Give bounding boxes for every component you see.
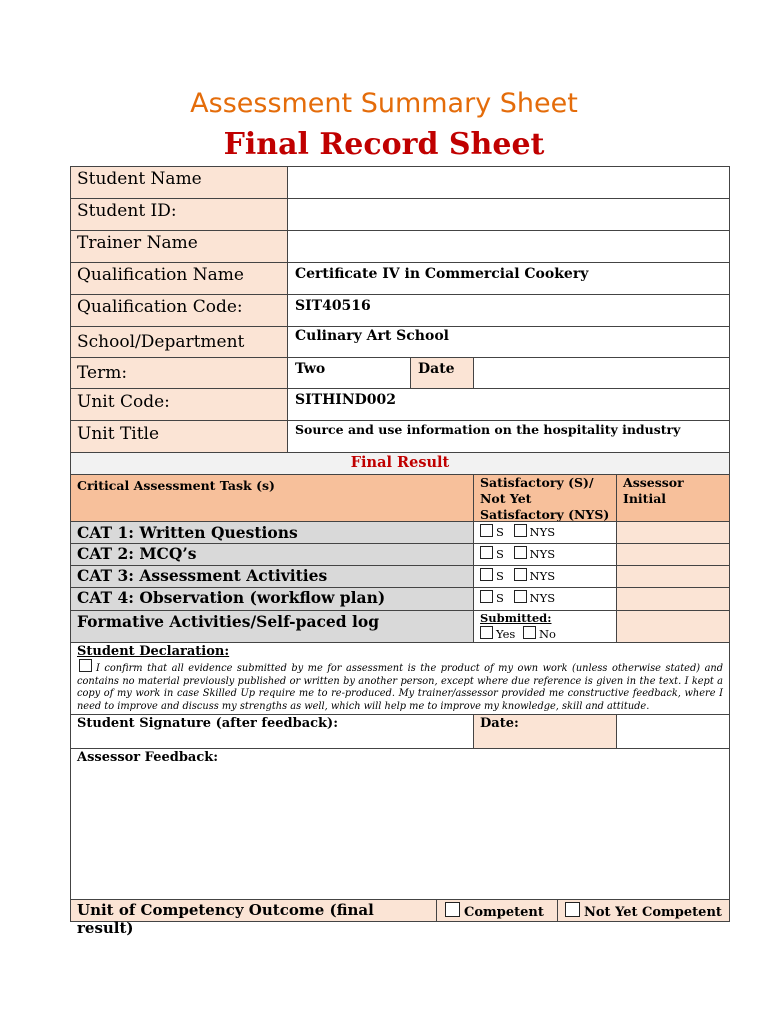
option-no-label: No: [538, 627, 556, 641]
field-value-student-name[interactable]: [287, 166, 730, 199]
task-row-label: CAT 4: Observation (workflow plan): [70, 587, 474, 611]
outcome-label: Unit of Competency Outcome (final result): [70, 899, 437, 922]
outcome-not-yet-competent: [557, 899, 730, 922]
final-result-heading: Final Result: [70, 452, 730, 475]
task-row-label: CAT 3: Assessment Activities: [70, 565, 474, 588]
field-value-trainer-name[interactable]: [287, 230, 730, 263]
option-s-label: S: [496, 547, 504, 561]
submitted-cell: [473, 610, 617, 643]
not-yet-competent-label: Not Yet Competent: [584, 905, 722, 920]
field-label-qualification-name: Qualification Name: [70, 262, 288, 295]
declaration-checkbox[interactable]: [79, 659, 92, 672]
student-signature-label[interactable]: Student Signature (after feedback):: [70, 714, 474, 749]
field-label-qualification-code: Qualification Code:: [70, 294, 288, 327]
option-yes-label: Yes: [496, 627, 516, 641]
field-value-qualification-code: SIT40516: [287, 294, 730, 327]
task-row-status: [473, 565, 617, 588]
task-row-status: [473, 521, 617, 544]
field-label-school-department: School/Department: [70, 326, 288, 358]
column-header-task: Critical Assessment Task (s): [70, 474, 474, 522]
field-label-trainer-name: Trainer Name: [70, 230, 288, 263]
field-label-date: Date: [410, 357, 474, 389]
assessor-feedback-box[interactable]: Assessor Feedback:: [70, 748, 730, 900]
document-subtitle: Final Record Sheet: [223, 127, 545, 162]
formative-activities-label: Formative Activities/Self-paced log: [70, 610, 474, 643]
submitted-label: Submitted:: [480, 611, 552, 625]
field-label-unit-code: Unit Code:: [70, 388, 288, 421]
assessor-initial-cell[interactable]: [616, 587, 730, 611]
document-title: Assessment Summary Sheet: [190, 88, 578, 119]
assessor-initial-cell[interactable]: [616, 521, 730, 544]
assessor-initial-cell[interactable]: [616, 565, 730, 588]
option-s-label: S: [496, 525, 504, 539]
checkbox-competent[interactable]: [445, 902, 460, 917]
option-s-label: S: [496, 569, 504, 583]
competent-label: Competent: [464, 905, 544, 920]
checkbox-not-yet-competent[interactable]: [565, 902, 580, 917]
signature-date-value[interactable]: [616, 714, 730, 749]
task-row-label: CAT 1: Written Questions: [70, 521, 474, 544]
checkbox-s[interactable]: [480, 568, 493, 581]
field-value-unit-title: Source and use information on the hospitality industry: [287, 420, 730, 453]
checkbox-yes[interactable]: [480, 626, 493, 639]
student-declaration: [70, 642, 730, 715]
field-value-student-id[interactable]: [287, 198, 730, 231]
checkbox-nys[interactable]: [514, 546, 527, 559]
field-label-student-id: Student ID:: [70, 198, 288, 231]
checkbox-s[interactable]: [480, 546, 493, 559]
field-value-qualification-name: Certificate IV in Commercial Cookery: [287, 262, 730, 295]
field-label-unit-title: Unit Title: [70, 420, 288, 453]
field-value-term: Two: [287, 357, 411, 389]
checkbox-nys[interactable]: [514, 590, 527, 603]
option-nys-label: NYS: [529, 591, 556, 605]
option-nys-label: NYS: [529, 569, 556, 583]
option-s-label: S: [496, 591, 504, 605]
option-nys-label: NYS: [529, 547, 556, 561]
field-value-unit-code: SITHIND002: [287, 388, 730, 421]
outcome-competent: [436, 899, 558, 922]
field-label-student-name: Student Name: [70, 166, 288, 199]
declaration-text: I confirm that all evidence submitted by me for assessment is the product of my own work (unless otherwise stated) and contains no material previously published or written by another person, except where due reference is given in the text. I kept a copy of my work in case Skilled Up require me to re-produced. My trainer/assessor provided me constructive feedback, where I need to improve and discuss my strengths as well, which will help me to improve my knowledge, skill and attitude.: [77, 663, 723, 712]
option-nys-label: NYS: [529, 525, 556, 539]
signature-date-label: Date:: [473, 714, 617, 749]
column-header-status: Satisfactory (S)/ Not Yet Satisfactory (NYS): [473, 474, 617, 522]
declaration-heading: Student Declaration:: [77, 644, 230, 659]
checkbox-s[interactable]: [480, 524, 493, 537]
column-header-assessor: Assessor Initial: [616, 474, 730, 522]
checkbox-s[interactable]: [480, 590, 493, 603]
task-row-status: [473, 587, 617, 611]
task-row-status: [473, 543, 617, 566]
checkbox-nys[interactable]: [514, 524, 527, 537]
checkbox-no[interactable]: [523, 626, 536, 639]
task-row-label: CAT 2: MCQ’s: [70, 543, 474, 566]
field-value-school-department: Culinary Art School: [287, 326, 730, 358]
checkbox-nys[interactable]: [514, 568, 527, 581]
field-value-date[interactable]: [473, 357, 730, 389]
assessor-initial-cell[interactable]: [616, 543, 730, 566]
field-label-term: Term:: [70, 357, 288, 389]
assessor-initial-cell[interactable]: [616, 610, 730, 643]
